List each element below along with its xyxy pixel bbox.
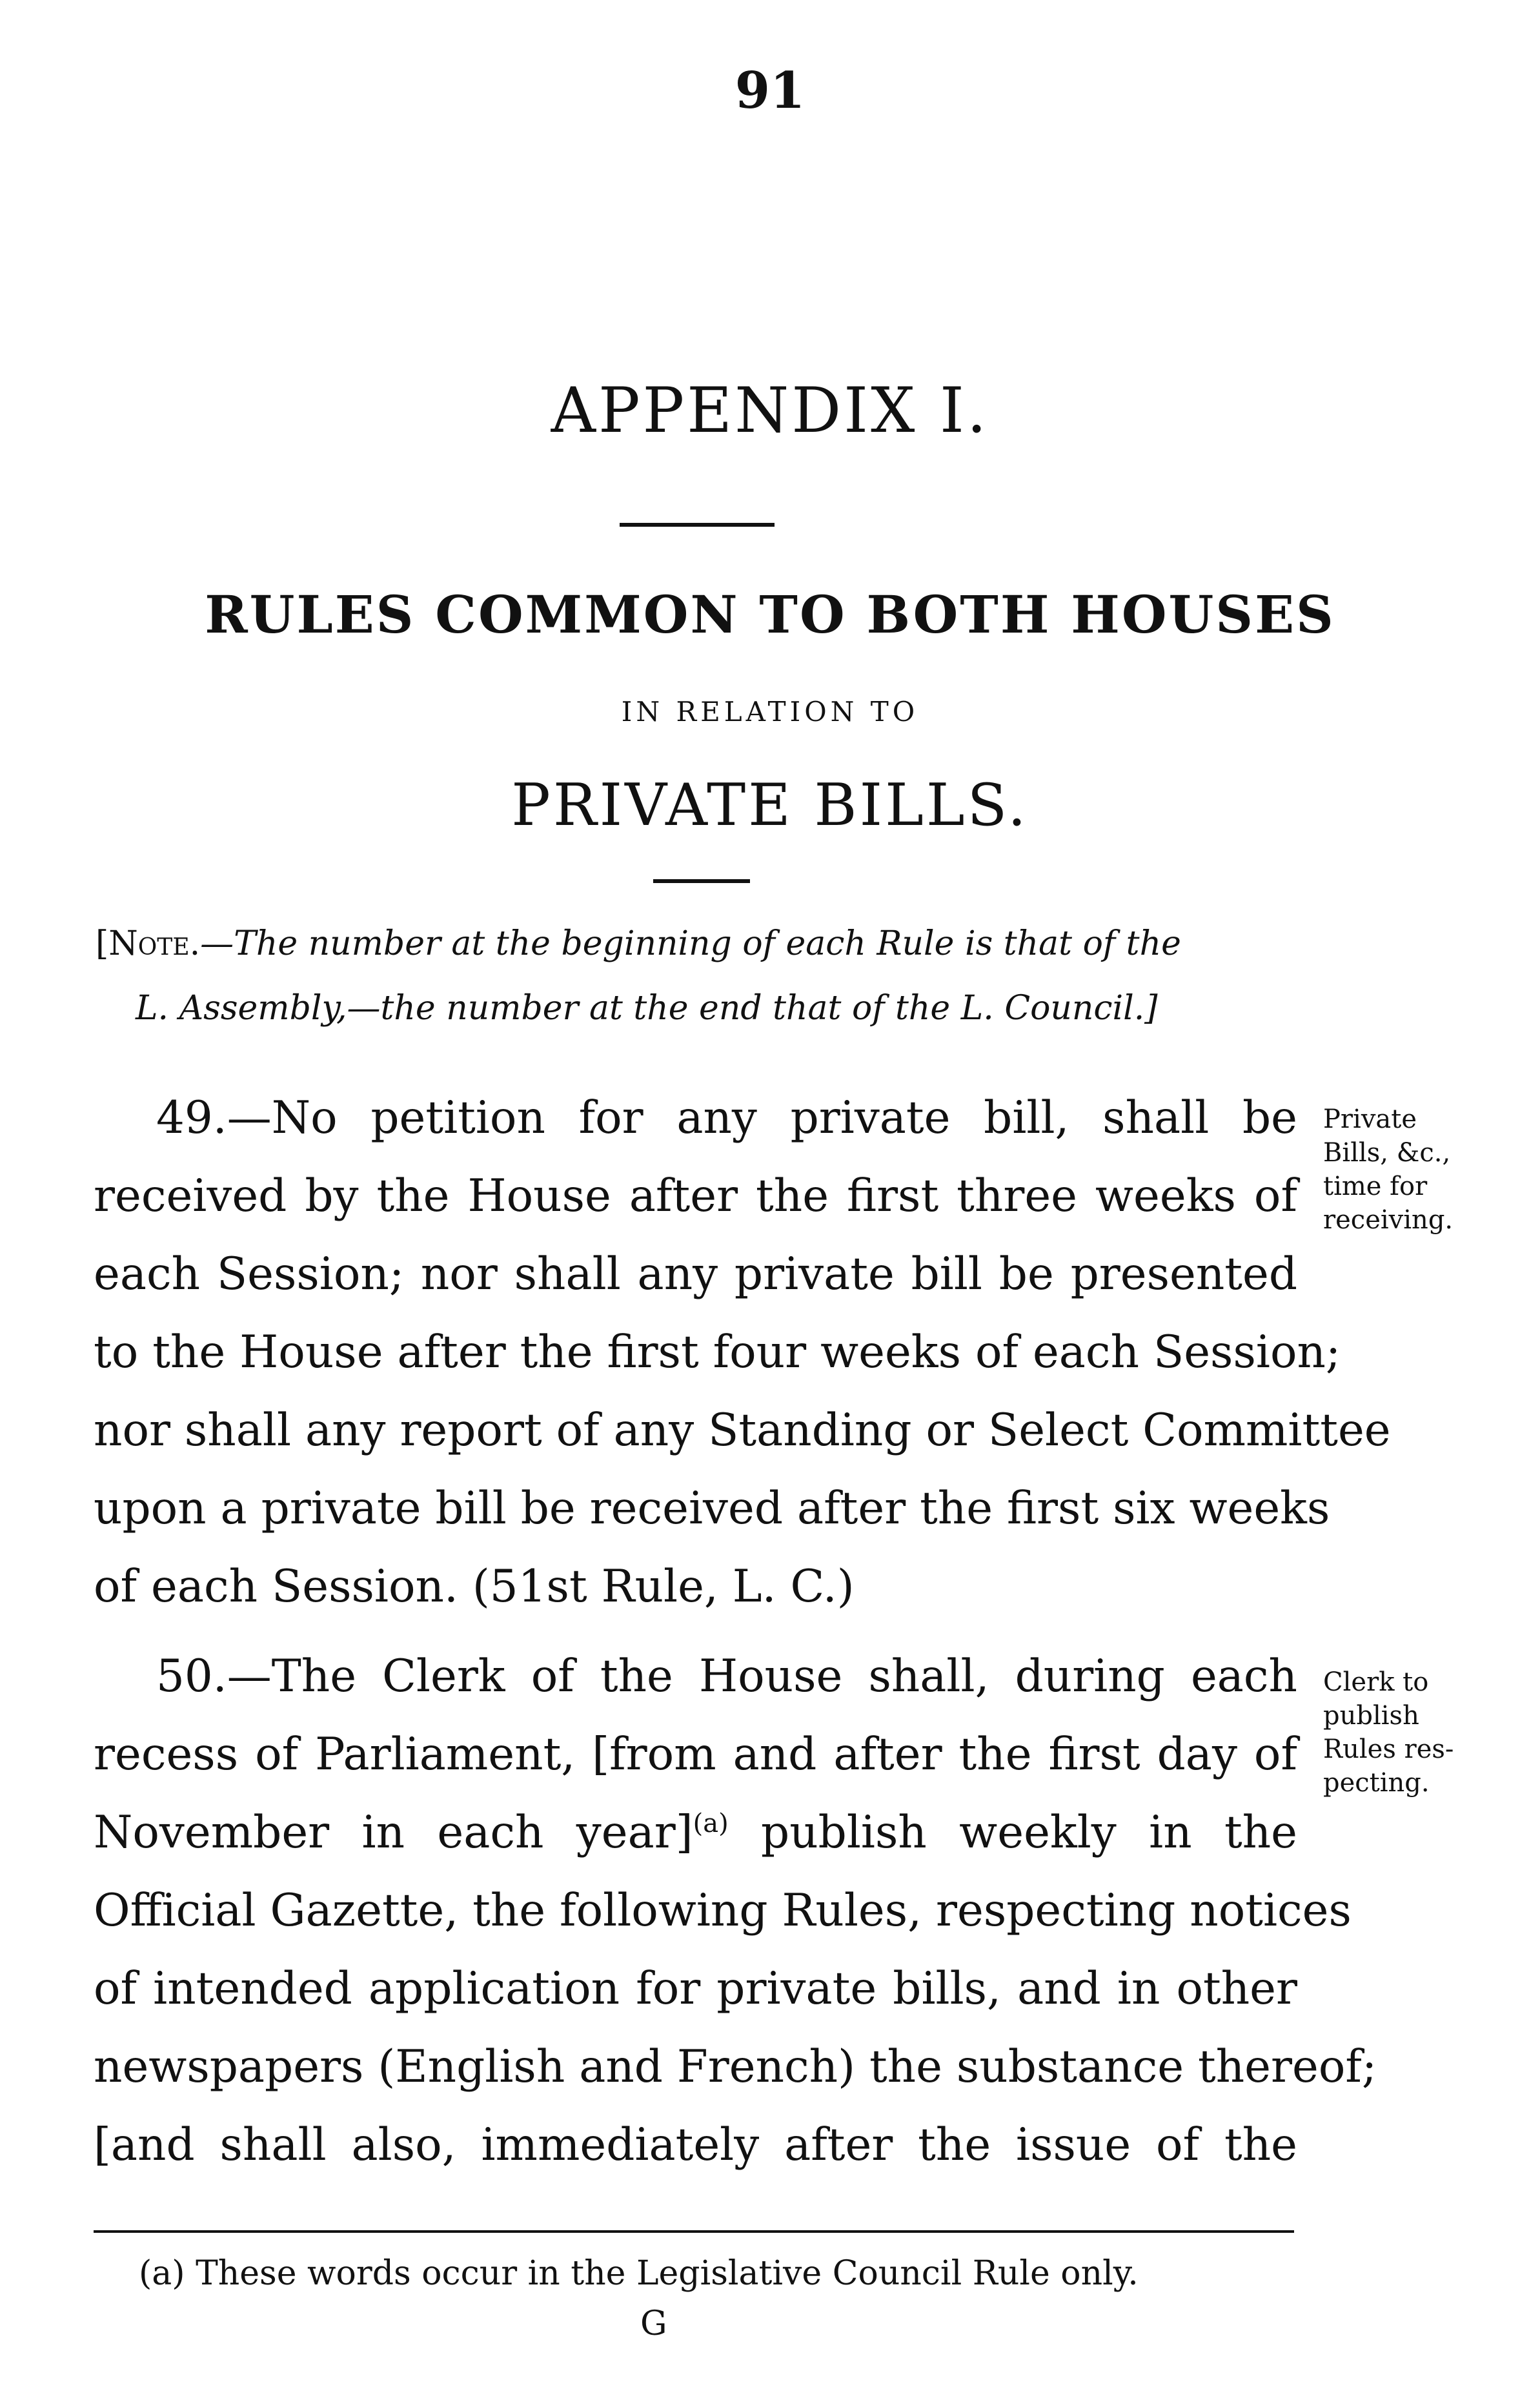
text-segment: publish weekly in the xyxy=(728,1807,1297,1858)
text-line: of each Session. (51st Rule, L. C.) xyxy=(94,1561,855,1612)
text-line: nor shall any report of any Standing or Select Committee xyxy=(94,1405,1391,1456)
subheading: IN RELATION TO xyxy=(621,696,919,727)
text-line: to the House after the first four weeks of each Session; xyxy=(94,1327,1341,1378)
text-line: newspapers (English and French) the substance thereof; xyxy=(94,2041,1377,2093)
margin-note-line: publish xyxy=(1323,1701,1419,1731)
note-line-2: L. Assembly,—the number at the end that of the L. Council.] xyxy=(136,989,1158,1028)
margin-note-line: Bills, &c., xyxy=(1323,1138,1451,1168)
footnote-reference: (a) xyxy=(693,1809,729,1838)
footnote-rule xyxy=(94,2230,1294,2233)
margin-note-line: Rules res- xyxy=(1323,1734,1454,1764)
note-label: Note. xyxy=(108,924,201,963)
margin-note-line: Private xyxy=(1323,1104,1417,1134)
note-text: —The number at the beginning of each Rule is that of the xyxy=(200,924,1181,963)
margin-note-line: pecting. xyxy=(1323,1768,1430,1798)
footnote: (a) These words occur in the Legislative Council Rule only. xyxy=(139,2254,1139,2293)
main-heading: RULES COMMON TO BOTH HOUSES xyxy=(205,584,1335,645)
editorial-note xyxy=(96,911,1322,1041)
text-line: [and shall also, immediately after the issue of the xyxy=(94,2119,1297,2171)
text-line: recess of Parliament, [from and after the first day of xyxy=(94,1729,1297,1780)
margin-note-line: Clerk to xyxy=(1323,1667,1429,1697)
text-line: each Session; nor shall any private bill be presented xyxy=(94,1248,1297,1300)
margin-note-clerk xyxy=(1323,1665,1454,1800)
appendix-title: APPENDIX I. xyxy=(551,374,989,447)
margin-note-private-bills xyxy=(1323,1103,1453,1237)
text-line: received by the House after the first three weeks of xyxy=(94,1170,1297,1222)
margin-note-line: time for xyxy=(1323,1172,1428,1201)
note-line-1 xyxy=(96,924,1181,963)
text-line: upon a private bill be received after the first six weeks xyxy=(94,1483,1330,1534)
signature-mark: G xyxy=(640,2304,667,2343)
text-segment: November in each year] xyxy=(94,1807,693,1858)
divider-rule xyxy=(653,879,750,883)
note-bracket: [ xyxy=(96,924,109,963)
text-line: 49.—No petition for any private bill, shall be xyxy=(156,1092,1297,1144)
bills-title: PRIVATE BILLS. xyxy=(511,771,1029,839)
text-line: Official Gazette, the following Rules, respecting notices xyxy=(94,1885,1352,1937)
text-line: of intended application for private bills, and in other xyxy=(94,1963,1297,2015)
text-line: 50.—The Clerk of the House shall, during each xyxy=(156,1651,1297,1702)
page-number: 91 xyxy=(735,61,805,120)
margin-note-line: receiving. xyxy=(1323,1205,1454,1235)
divider-rule xyxy=(620,523,775,527)
text-line xyxy=(94,1794,1297,1872)
